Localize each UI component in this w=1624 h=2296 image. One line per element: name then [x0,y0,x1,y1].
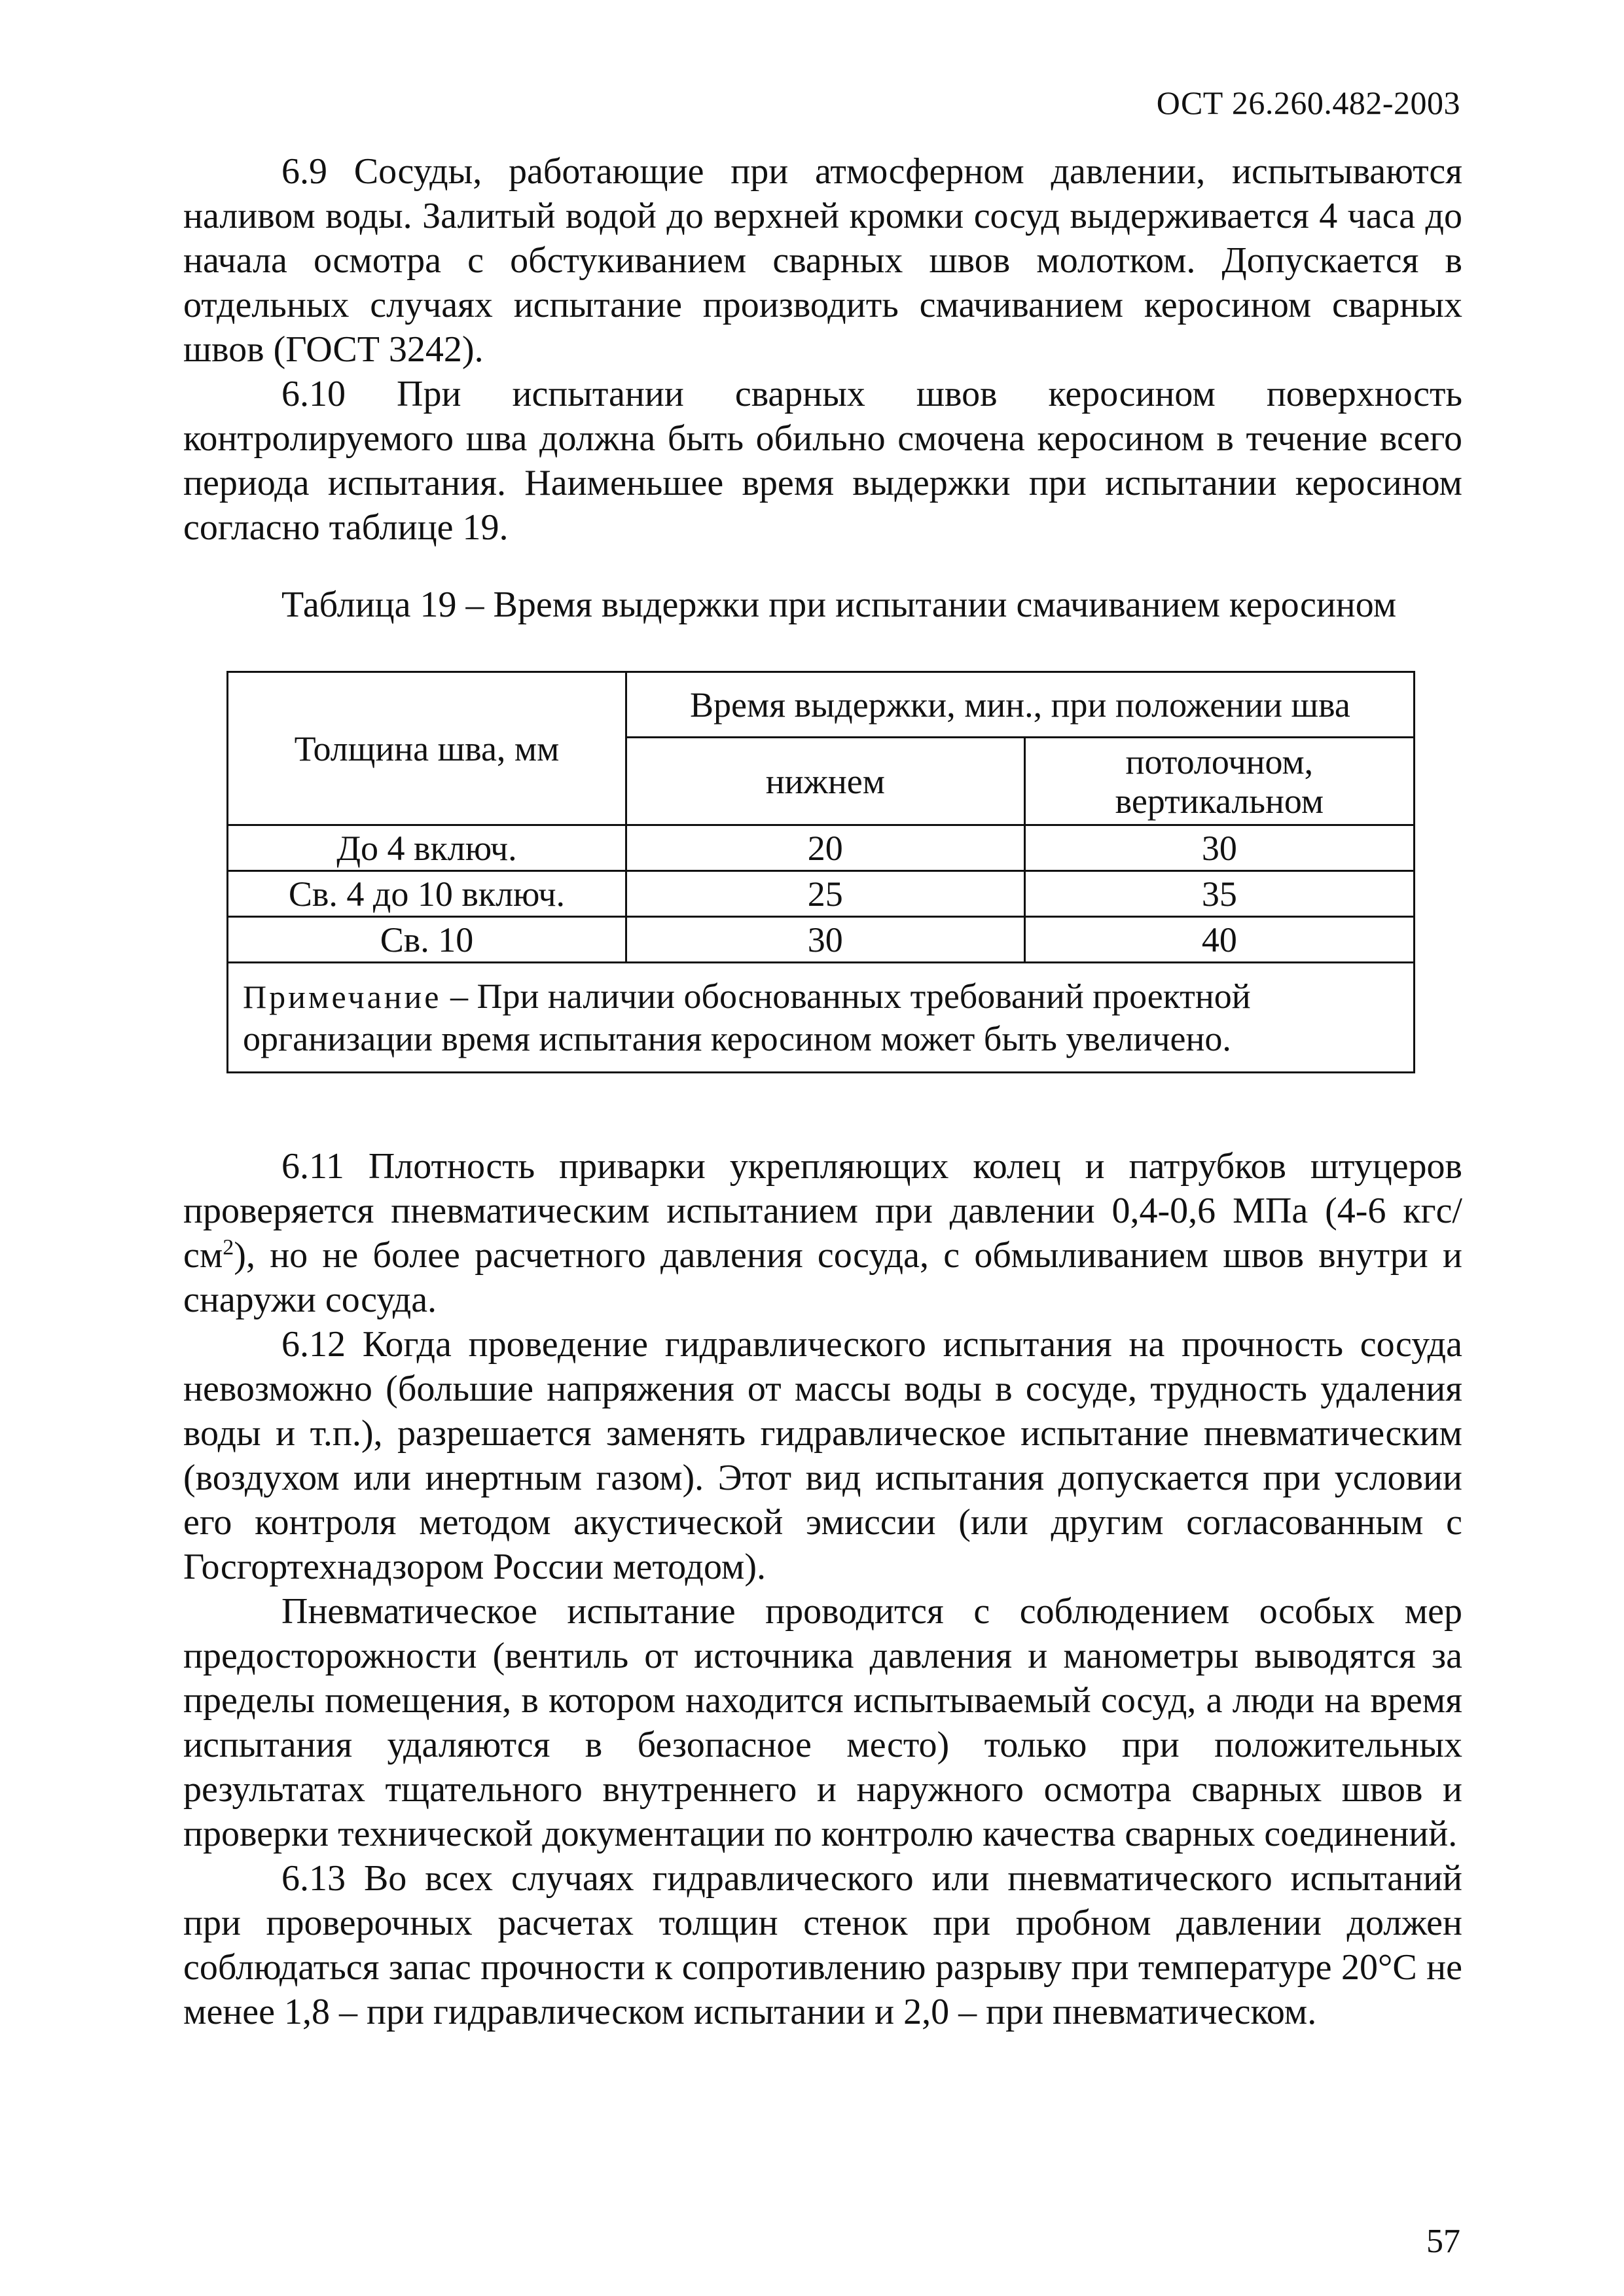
paragraph-6-11-main: 6.11 Плотность приварки укрепляющих колец и патрубков штуцеров проверяется пневматическим испытанием при давлении 0,4-0,6 МПа (4-6 кгс/см [183,1146,1462,1276]
note-text: – При наличии обоснованных требований проектной организации время испытания керосином может быть увеличено. [243,977,1251,1058]
cell-lower: 30 [626,917,1024,963]
paragraph-6-10: 6.10 При испытании сварных швов керосином поверхность контролируемого шва должна быть обильно смочена керосином в течение всего периода испытания. Наименьшее время выдержки при испытании керосином согласно таблице 19. [183,374,1462,548]
document-code: ОСТ 26.260.482-2003 [1156,84,1460,121]
paragraph-6-11-tail: ), но не более расчетного давления сосуда, с обмыливанием швов внутри и снаружи сосуда. [183,1235,1462,1320]
cell-ceiling: 35 [1024,871,1414,917]
header-ceiling: потолочном, вертикальном [1024,738,1414,825]
table-header-row [228,672,1415,738]
header-time: Время выдержки, мин., при положении шва [626,672,1414,738]
cell-ceiling: 40 [1024,917,1414,963]
table-note [228,963,1415,1073]
cell-lower: 25 [626,871,1024,917]
curing-time-table [226,671,1415,1073]
text-block-top [183,149,1462,550]
table-row [228,825,1415,871]
cell-thickness: До 4 включ. [228,825,626,871]
text-block-bottom [183,1144,1462,2034]
paragraph-6-12: 6.12 Когда проведение гидравлического испытания на прочность сосуда невозможно (большие напряжения от массы воды в сосуде, трудность удаления воды и т.п.), разрешается заменять гидравлическое испытание пневматическим (воздухом или инертным газом). Этот вид испытания допускается при условии его контроля методом акустической эмиссии (или другим согласованным с Госгортехнадзором России методом). [183,1324,1462,1587]
table-row [228,917,1415,963]
header-thickness: Толщина шва, мм [228,672,626,825]
table-note-row [228,963,1415,1073]
note-label: Примечание [243,978,442,1015]
paragraph-6-11 [183,1144,1462,1322]
paragraph-6-13: 6.13 Во всех случаях гидравлического или пневматического испытаний при проверочных расчетах толщин стенок при пробном давлении должен соблюдаться запас прочности к сопротивлению разрыву при температуре 20°С не менее 1,8 – при гидравлическом испытании и 2,0 – при пневматическом. [183,1858,1462,2032]
superscript-2: 2 [223,1235,234,1260]
header-lower: нижнем [626,738,1024,825]
table-row [228,871,1415,917]
paragraph-pneumatic: Пневматическое испытание проводится с соблюдением особых мер предосторожности (вентиль от источника давления и манометры выводятся за пределы помещения, в котором находится испытываемый сосуд, а люди на время испытания удаляются в безопасное место) только при положительных результатах тщательного внутреннего и наружного осмотра сварных швов и проверки технической документации по контролю качества сварных соединений. [183,1591,1462,1854]
paragraph-6-9: 6.9 Сосуды, работающие при атмосферном давлении, испытываются наливом воды. Залитый водой до верхней кромки сосуд выдерживается 4 часа до начала осмотра с обстукиванием сварных швов молотком. Допускается в отдельных случаях испытание производить смачиванием керосином сварных швов (ГОСТ 3242). [183,151,1462,370]
cell-thickness: Св. 4 до 10 включ. [228,871,626,917]
cell-ceiling: 30 [1024,825,1414,871]
page-number: 57 [1426,2223,1460,2260]
cell-thickness: Св. 10 [228,917,626,963]
cell-lower: 20 [626,825,1024,871]
table-caption: Таблица 19 – Время выдержки при испытании смачиванием керосином [281,584,1397,625]
